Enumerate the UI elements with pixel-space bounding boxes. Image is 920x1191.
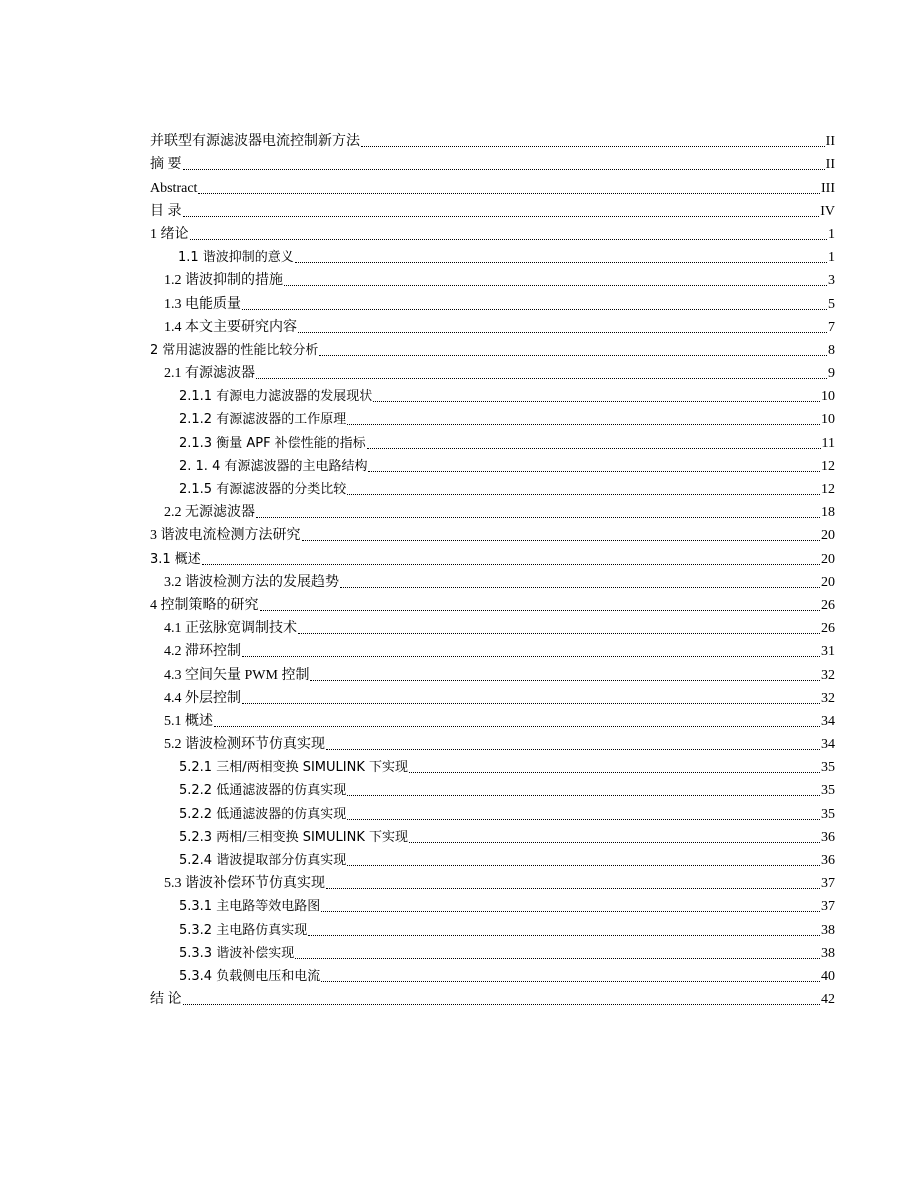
- toc-entry-page: 26: [821, 621, 835, 637]
- toc-entry-page: II: [825, 134, 835, 150]
- toc-entry[interactable]: [150, 128, 835, 151]
- toc-dot-leader: [308, 935, 820, 936]
- toc-entry-page: 37: [821, 899, 835, 915]
- toc-entry-title: 5.2 谐波检测环节仿真实现: [164, 737, 325, 753]
- toc-entry-title: 5.3.1 主电路等效电路图: [179, 899, 321, 915]
- toc-dot-leader: [202, 564, 820, 565]
- toc-dot-leader: [295, 958, 820, 959]
- toc-entry-page: 10: [821, 412, 835, 428]
- toc-dot-leader: [373, 401, 820, 402]
- toc-entry-page: 42: [821, 992, 835, 1008]
- toc-entry-page: 36: [821, 829, 835, 845]
- toc-dot-leader: [190, 239, 828, 240]
- toc-dot-leader: [256, 378, 827, 379]
- toc-entry-title: 4.2 滞环控制: [164, 644, 241, 660]
- toc-entry-page: 11: [821, 435, 835, 451]
- toc-entry-title: 5.2.1 三相/两相变换 SIMULINK 下实现: [179, 760, 408, 776]
- toc-entry-page: 12: [821, 458, 835, 474]
- toc-entry[interactable]: [150, 708, 835, 731]
- toc-entry-title: 1 绪论: [150, 226, 189, 242]
- toc-entry[interactable]: [150, 870, 835, 893]
- toc-dot-leader: [347, 795, 820, 796]
- toc-dot-leader: [242, 309, 827, 310]
- toc-dot-leader: [214, 726, 820, 727]
- toc-entry-page: 5: [828, 296, 835, 312]
- toc-entry-page: 8: [828, 342, 835, 358]
- toc-entry-title: 2. 1. 4 有源滤波器的主电路结构: [179, 458, 368, 474]
- toc-entry[interactable]: [150, 986, 835, 1009]
- toc-entry[interactable]: [150, 314, 835, 337]
- toc-dot-leader: [321, 911, 820, 912]
- toc-entry-title: 2.1.5 有源滤波器的分类比较: [179, 482, 347, 497]
- toc-entry-page: 35: [821, 760, 835, 776]
- toc-dot-leader: [321, 981, 820, 982]
- toc-dot-leader: [326, 749, 820, 750]
- toc-dot-leader: [326, 888, 820, 889]
- toc-entry-page: 20: [821, 528, 835, 544]
- toc-entry-page: 3: [828, 273, 835, 289]
- toc-entry[interactable]: [150, 731, 835, 754]
- toc-entry[interactable]: [150, 824, 835, 847]
- toc-entry-title: 4 控制策略的研究: [150, 597, 259, 613]
- toc-entry-title: 2.1 有源滤波器: [164, 366, 255, 382]
- toc-dot-leader: [361, 146, 825, 147]
- toc-entry[interactable]: [150, 499, 835, 522]
- toc-entry-page: 20: [821, 574, 835, 590]
- toc-entry-page: 1: [828, 226, 835, 242]
- toc-entry-title: 3 谐波电流检测方法研究: [150, 528, 301, 544]
- toc-entry-title: 5.3 谐波补偿环节仿真实现: [164, 876, 325, 892]
- toc-entry[interactable]: [150, 453, 835, 476]
- toc-entry-title: 5.3.4 负载侧电压和电流: [179, 968, 321, 984]
- toc-dot-leader: [310, 680, 820, 681]
- toc-entry-title: 4.4 外层控制: [164, 690, 241, 706]
- toc-entry-title: 3.2 谐波检测方法的发展趋势: [164, 574, 339, 590]
- toc-entry-title: 摘 要: [150, 157, 182, 173]
- toc-entry[interactable]: [150, 754, 835, 777]
- toc-dot-leader: [183, 169, 825, 170]
- toc-entry[interactable]: [150, 777, 835, 800]
- toc-entry-page: IV: [820, 203, 835, 219]
- toc-entry[interactable]: [150, 476, 835, 499]
- toc-entry-title: 3.1 概述: [150, 551, 201, 567]
- toc-entry-page: 7: [828, 319, 835, 335]
- toc-entry-page: 20: [821, 551, 835, 567]
- toc-entry-page: 31: [821, 644, 835, 660]
- toc-entry[interactable]: [150, 893, 835, 916]
- toc-entry-page: 38: [821, 922, 835, 938]
- toc-entry[interactable]: [150, 685, 835, 708]
- toc-dot-leader: [347, 865, 820, 866]
- toc-dot-leader: [298, 633, 820, 634]
- toc-dot-leader: [368, 471, 820, 472]
- toc-entry[interactable]: [150, 383, 835, 406]
- toc-entry[interactable]: [150, 198, 835, 221]
- toc-entry[interactable]: [150, 290, 835, 313]
- toc-entry-title: 5.2.4 谐波提取部分仿真实现: [179, 853, 347, 868]
- toc-entry[interactable]: [150, 221, 835, 244]
- toc-entry-page: 35: [821, 783, 835, 799]
- toc-entry-title: 5.3.2 主电路仿真实现: [179, 922, 308, 938]
- toc-entry-title: 5.1 概述: [164, 713, 213, 729]
- toc-entry[interactable]: [150, 545, 835, 568]
- toc-entry[interactable]: [150, 615, 835, 638]
- toc-entry-title: 2.2 无源滤波器: [164, 505, 255, 521]
- toc-entry[interactable]: [150, 337, 835, 360]
- toc-entry[interactable]: [150, 661, 835, 684]
- toc-entry[interactable]: [150, 569, 835, 592]
- toc-entry-title: Abstract: [150, 180, 198, 196]
- toc-entry-title: 5.3.3 谐波补偿实现: [179, 945, 295, 961]
- toc-entry-title: 4.3 空间矢量 PWM 控制: [164, 667, 310, 683]
- table-of-contents: [150, 128, 835, 1009]
- toc-dot-leader: [298, 332, 827, 333]
- toc-entry-page: 12: [821, 482, 835, 497]
- toc-entry-page: 34: [821, 713, 835, 729]
- toc-entry-title: 5.2.3 两相/三相变换 SIMULINK 下实现: [179, 829, 408, 845]
- toc-entry-title: 4.1 正弦脉宽调制技术: [164, 621, 297, 637]
- toc-dot-leader: [367, 448, 821, 449]
- toc-entry[interactable]: [150, 847, 835, 870]
- toc-entry-page: 37: [821, 876, 835, 892]
- toc-dot-leader: [183, 216, 820, 217]
- toc-entry-title: 2.1.1 有源电力滤波器的发展现状: [179, 389, 373, 405]
- toc-dot-leader: [347, 424, 820, 425]
- toc-entry[interactable]: [150, 429, 835, 452]
- toc-dot-leader: [183, 1004, 821, 1005]
- toc-dot-leader: [198, 193, 820, 194]
- toc-dot-leader: [347, 819, 820, 820]
- toc-dot-leader: [242, 703, 820, 704]
- toc-entry[interactable]: [150, 360, 835, 383]
- toc-entry-title: 目 录: [150, 203, 182, 219]
- toc-entry-title: 1.1 谐波抑制的意义: [178, 250, 294, 266]
- toc-entry[interactable]: [150, 916, 835, 939]
- toc-entry-page: 35: [821, 806, 835, 822]
- toc-dot-leader: [409, 772, 820, 773]
- toc-entry-page: 36: [821, 853, 835, 868]
- toc-entry-title: 2.1.2 有源滤波器的工作原理: [179, 412, 347, 428]
- toc-entry-title: 1.2 谐波抑制的措施: [164, 273, 283, 289]
- toc-dot-leader: [295, 262, 827, 263]
- toc-entry-page: II: [825, 157, 835, 173]
- toc-entry[interactable]: [150, 800, 835, 823]
- toc-entry[interactable]: [150, 244, 835, 267]
- toc-entry[interactable]: [150, 940, 835, 963]
- toc-entry-title: 并联型有源滤波器电流控制新方法: [150, 134, 360, 150]
- toc-entry-title: 5.2.2 低通滤波器的仿真实现: [179, 806, 347, 822]
- toc-dot-leader: [284, 285, 827, 286]
- toc-entry-title: 5.2.2 低通滤波器的仿真实现: [179, 783, 347, 799]
- toc-entry-page: III: [821, 180, 835, 196]
- toc-entry[interactable]: [150, 151, 835, 174]
- toc-dot-leader: [347, 494, 820, 495]
- toc-dot-leader: [340, 587, 820, 588]
- toc-entry-page: 32: [821, 667, 835, 683]
- toc-dot-leader: [260, 610, 821, 611]
- toc-entry-page: 9: [828, 366, 835, 382]
- toc-entry-title: 2 常用滤波器的性能比较分析: [150, 342, 319, 358]
- toc-entry[interactable]: [150, 963, 835, 986]
- toc-dot-leader: [242, 656, 820, 657]
- toc-entry[interactable]: [150, 267, 835, 290]
- toc-entry[interactable]: [150, 638, 835, 661]
- toc-entry-page: 38: [821, 945, 835, 961]
- toc-entry-page: 10: [821, 389, 835, 405]
- toc-entry-page: 26: [821, 597, 835, 613]
- toc-entry-title: 1.4 本文主要研究内容: [164, 319, 297, 335]
- toc-entry-title: 1.3 电能质量: [164, 296, 241, 312]
- toc-entry[interactable]: [150, 406, 835, 429]
- toc-entry-title: 2.1.3 衡量 APF 补偿性能的指标: [179, 435, 366, 451]
- toc-dot-leader: [256, 517, 820, 518]
- toc-dot-leader: [302, 540, 821, 541]
- toc-entry-page: 32: [821, 690, 835, 706]
- toc-entry[interactable]: [150, 174, 835, 197]
- toc-entry-page: 18: [821, 505, 835, 521]
- toc-entry-page: 34: [821, 737, 835, 753]
- toc-dot-leader: [409, 842, 820, 843]
- toc-entry-page: 1: [828, 250, 835, 266]
- toc-entry[interactable]: [150, 592, 835, 615]
- toc-entry[interactable]: [150, 522, 835, 545]
- toc-entry-title: 结 论: [150, 992, 182, 1008]
- toc-dot-leader: [319, 355, 827, 356]
- toc-entry-page: 40: [821, 968, 835, 984]
